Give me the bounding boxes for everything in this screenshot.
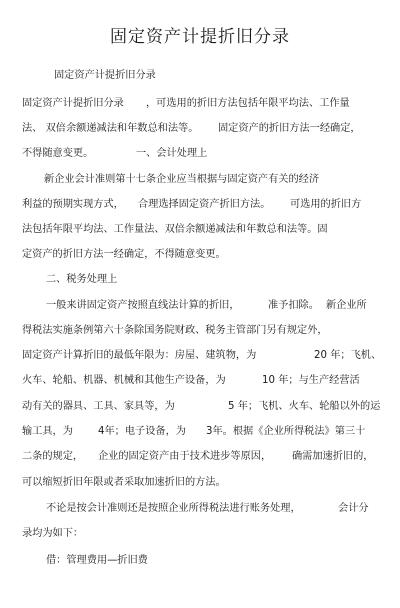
text-segment: 二条的规定， — [22, 451, 84, 462]
paragraph-line — [0, 399, 400, 415]
paragraph-line — [0, 222, 400, 238]
journal-entry: 借：管理费用—折旧费 — [46, 555, 148, 566]
text-segment: 会计分 — [338, 503, 369, 514]
document-subtitle-line — [0, 68, 400, 84]
text-segment: 不得随意变更。 — [22, 148, 94, 159]
paragraph-line — [0, 323, 400, 339]
text-segment: 不论是按会计准则还是按照企业所得税法进行账务处理， — [46, 503, 301, 514]
text-segment: 固定资产计算折旧的最低年限为：房屋、建筑物，为 — [22, 350, 257, 361]
text-segment: 动有关的器具、工具、家具等，为 — [22, 401, 175, 412]
paragraph-line — [0, 373, 400, 389]
text-segment: 5 年；飞机、火车、轮船以外的运 — [228, 401, 381, 412]
text-segment: 可以缩短折旧年限或者采取加速折旧的方法。 — [22, 477, 226, 488]
section-heading: 二、税务处理上 — [46, 274, 118, 285]
paragraph-line — [0, 247, 400, 263]
text-segment: 输工具，为 — [22, 426, 73, 437]
text-segment: 定资产的折旧方法一经确定，不得随意变更。 — [22, 249, 226, 260]
paragraph-line — [0, 272, 400, 288]
text-segment: 利益的预期实现方式， — [22, 199, 124, 210]
text-segment: 3年。根据《企业所得税法》第三十 — [206, 426, 366, 437]
text-segment: 确需加速折旧的， — [292, 451, 374, 462]
text-segment: 新企业所 — [326, 300, 367, 311]
paragraph-line — [0, 298, 400, 314]
text-segment: 准予扣除。 — [268, 300, 319, 311]
text-segment: 合理选择固定资产折旧方法。 — [138, 199, 271, 210]
paragraph-line — [0, 96, 400, 112]
paragraph-line — [0, 449, 400, 465]
text-segment: ，可选用的折旧方法包括年限平均法、工作量 — [146, 98, 350, 109]
text-segment: 火车、轮船、机器、机械和其他生产设备，为 — [22, 375, 226, 386]
text-segment: 得税法实施条例第六十条除国务院财政、税务主管部门另有规定外， — [22, 325, 328, 336]
text-segment: 固定资产的折旧方法一经确定， — [218, 123, 361, 134]
paragraph-line — [0, 424, 400, 440]
text-segment: 企业的固定资产由于技术进步等原因， — [98, 451, 272, 462]
paragraph-line — [0, 475, 400, 491]
paragraph-line — [0, 172, 400, 188]
text-segment: 录均为如下： — [22, 528, 84, 539]
text-segment: 20 年；飞机、 — [314, 350, 382, 361]
section-heading: 一、会计处理上 — [136, 148, 208, 159]
document-title: 固定资产计提折旧分录 — [110, 27, 290, 47]
text-segment: 一般来讲固定资产按照直线法计算的折旧， — [46, 300, 240, 311]
paragraph-line — [0, 348, 400, 364]
paragraph-line — [0, 501, 400, 517]
text-segment: 法包括年限平均法、工作量法、双倍余额递减法和年数总和法等。固 — [22, 224, 328, 235]
paragraph-line — [0, 553, 400, 569]
text-segment: 10 年；与生产经营活 — [262, 375, 360, 386]
text-segment: 可选用的折旧方 — [290, 199, 362, 210]
text-segment: 新企业会计准则第十七条企业应当根据与固定资产有关的经济 — [44, 174, 320, 185]
paragraph-line — [0, 146, 400, 162]
text-segment: 固定资产计提折旧分录 — [22, 98, 124, 109]
paragraph-line — [0, 197, 400, 213]
text-segment: 4年；电子设备，为 — [98, 426, 186, 437]
paragraph-line — [0, 526, 400, 542]
text-segment: 法、 双倍余额递减法和年数总和法等。 — [22, 123, 199, 134]
paragraph-line — [0, 121, 400, 137]
document-subtitle: 固定资产计提折旧分录 — [54, 70, 156, 81]
